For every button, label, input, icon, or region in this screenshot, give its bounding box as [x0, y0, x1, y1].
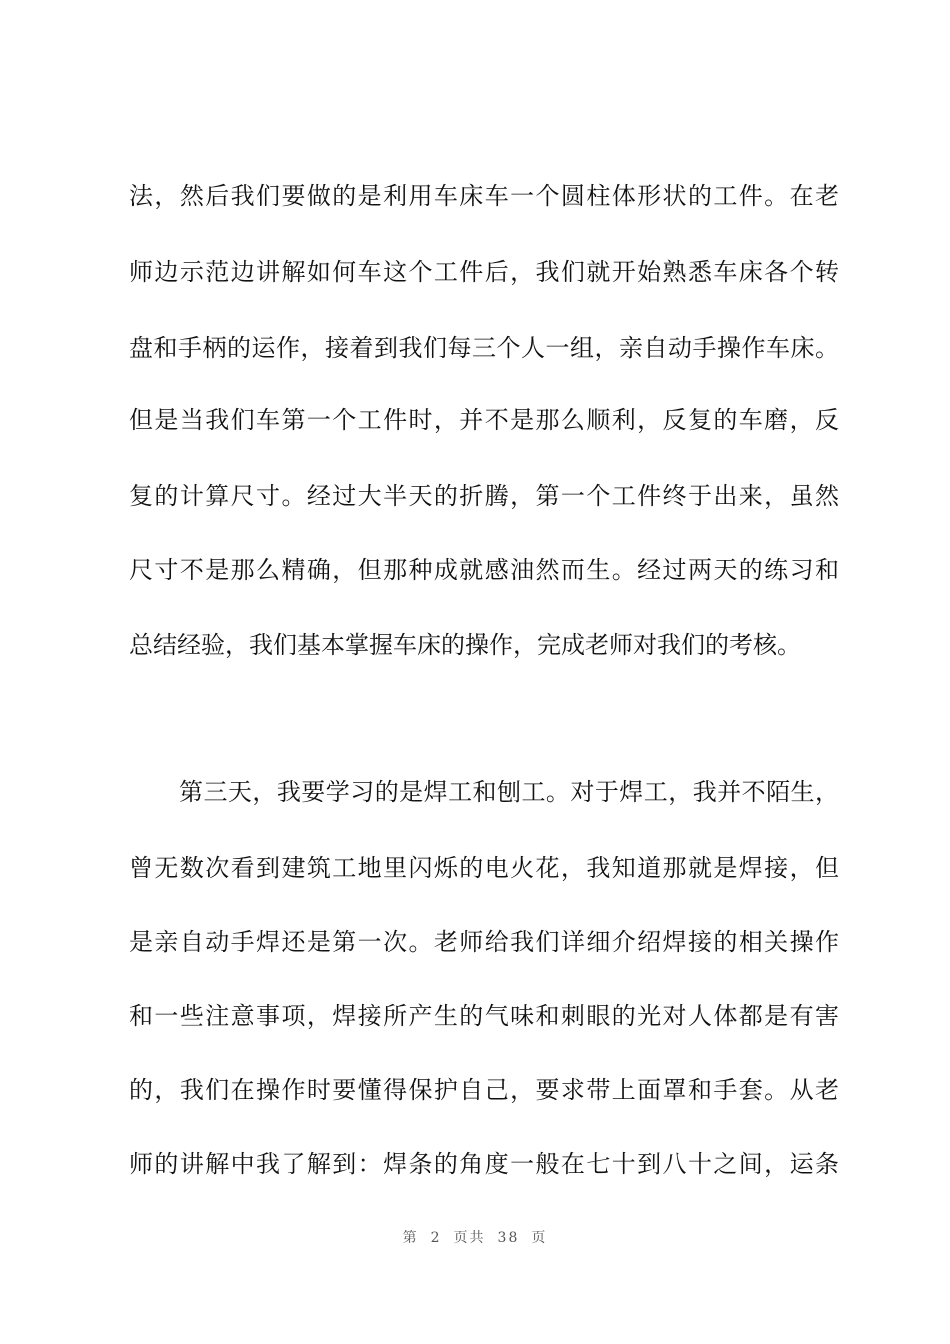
footer-middle: 页共 [453, 1230, 486, 1246]
total-pages: 38 [497, 1230, 520, 1246]
paragraph-line: 法，然后我们要做的是利用车床车一个圆柱体形状的工件。在老 [129, 182, 839, 210]
footer-suffix: 页 [531, 1230, 548, 1246]
paragraph-line: 但是当我们车第一个工件时，并不是那么顺利，反复的车磨，反 [129, 406, 839, 434]
paragraph-line: 曾无数次看到建筑工地里闪烁的电火花，我知道那就是焊接，但 [129, 854, 839, 882]
page-number: 2 [430, 1230, 442, 1246]
paragraph-line: 的，我们在操作时要懂得保护自己，要求带上面罩和手套。从老 [129, 1076, 839, 1104]
footer-prefix: 第 [402, 1230, 419, 1246]
paragraph-line: 复的计算尺寸。经过大半天的折腾，第一个工件终于出来，虽然 [129, 482, 839, 510]
paragraph-line: 是亲自动手焊还是第一次。老师给我们详细介绍焊接的相关操作 [129, 928, 839, 956]
paragraph-line: 盘和手柄的运作，接着到我们每三个人一组，亲自动手操作车床。 [129, 334, 839, 362]
paragraph-line: 和一些注意事项，焊接所产生的气味和刺眼的光对人体都是有害 [129, 1002, 839, 1030]
paragraph-line: 师边示范边讲解如何车这个工件后，我们就开始熟悉车床各个转 [129, 258, 839, 286]
page-footer [0, 1226, 950, 1250]
paragraph-line: 总结经验，我们基本掌握车床的操作，完成老师对我们的考核。 [129, 631, 801, 659]
paragraph-line: 第三天，我要学习的是焊工和刨工。对于焊工，我并不陌生， [179, 778, 839, 806]
paragraph-line: 尺寸不是那么精确，但那种成就感油然而生。经过两天的练习和 [129, 556, 839, 584]
paragraph-line: 师的讲解中我了解到：焊条的角度一般在七十到八十之间，运条 [129, 1150, 839, 1178]
